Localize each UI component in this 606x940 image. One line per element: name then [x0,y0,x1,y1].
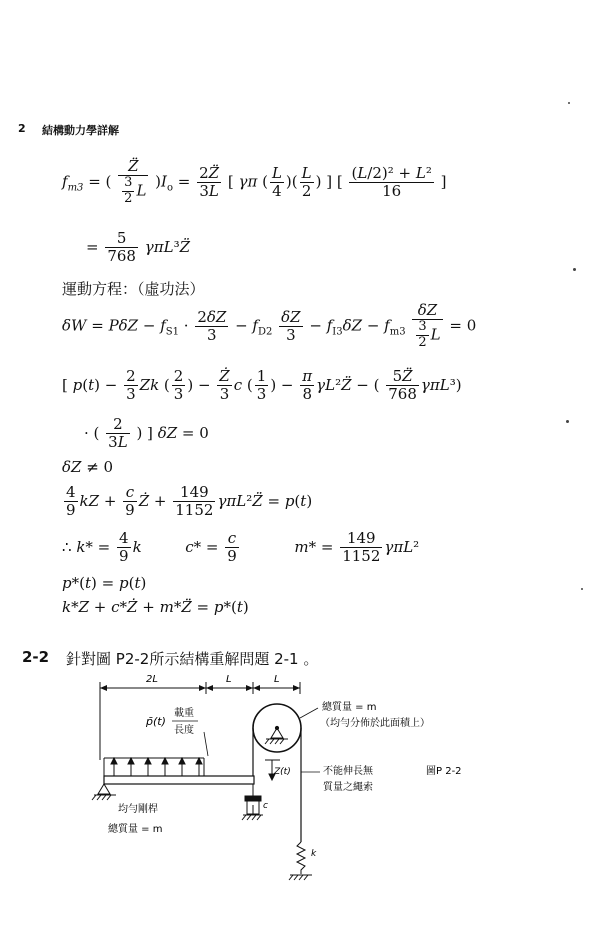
dimension-lines [100,682,300,760]
rigid-bar [104,776,254,784]
equation-therefore: ∴ k* = $\frac{4}{9}$ k c* = $\frac{c}{9}$ m* = $\frac{149}{1152}$ γπL² [62,529,420,566]
spring [289,842,312,880]
z-label: Z(t) [274,767,291,777]
equation-nonzero: δZ ≠ 0 [62,458,114,476]
equation-p-star: p*(t) = p(t) [62,574,147,592]
c-label: c [263,801,268,811]
problem-number: 2-2 [22,648,50,666]
dim-label-2L: 2L [146,674,158,685]
equation-fm3: $f_{m3}$ = ( Z̈ $\frac{3}{2}$ L )$I_o$ = $\frac{2Z̈}{3L}$ [ γπ ( $\frac{L}{4}$ )( $\frac{L}{2}$ ) ] [ $\frac{\text{(L/2)² + L²}}{16}$ ] [62,157,447,207]
disk-note: （均勻分佈於此面積上） [320,718,430,729]
beam-mass: 總質量 = m [108,824,163,835]
equation-final: k*Z + c*Ż + m*Z̈ = p*(t) [62,598,249,616]
scan-speck [573,268,576,271]
k-label: k [311,849,317,859]
load-label: p̄(t) [146,715,166,728]
left-pin-support [92,784,116,800]
equation-result: $\frac{4}{9}$ kZ + $\frac{c}{9}$ Ż + $\frac{149}{1152}$ γπL²Z̈ = p(t) [66,483,313,520]
damper [242,784,263,820]
leader-lines [204,708,320,772]
figure-caption: 圖P 2-2 [426,766,462,777]
page-number: 2 [18,122,26,135]
book-title: 結構動力學詳解 [42,124,119,137]
disk-pin [265,726,288,744]
equation-bracket-line2: · ( $\frac{2}{3L}$ ) ] δZ = 0 [84,415,209,452]
equation-bracket-line1: [ p(t) − $\frac{2}{3}$ Zk ( $\frac{2}{3}$ ) − $\frac{Ż}{3}$ c ( $\frac{1}{3}$ ) − $\frac{\pi}{8}$ γL²Z̈ − ( $\frac{5Z̈}{768}$ γπL³) [62,367,462,404]
cable-line1: 不能伸長無 [323,766,373,777]
cable-line2: 質量之繩索 [323,782,373,793]
dim-label-L1: L [226,674,232,685]
scan-speck [566,420,569,423]
load-arrows [111,758,202,776]
load-desc-top: 載重 [174,708,194,719]
disk-mass: 總質量 = m [322,702,377,713]
equation-virtual-work: $\delta W = P\delta Z - f_{S1}$ · $\frac{2\delta Z}{3}$ − $f_{D2}$ $\frac{\delta Z}{3}$ − $f_{I3}\delta Z - f_{m3}$ δZ $\frac{3}{2}$ L = 0 [62,301,477,351]
scan-speck [581,588,583,590]
distributed-load [104,758,204,776]
equation-fm3-result: = $\frac{5}{768}$ γπL³Z̈ [86,229,191,266]
load-desc-bottom: 長度 [174,725,194,736]
beam-label: 均勻剛桿 [118,804,158,815]
dim-label-L2: L [274,674,280,685]
problem-statement: 針對圖 P2-2所示結構重解問題 2-1 。 [66,650,319,668]
scan-speck [568,102,570,104]
motion-label: 運動方程：（虛功法） [62,280,205,298]
